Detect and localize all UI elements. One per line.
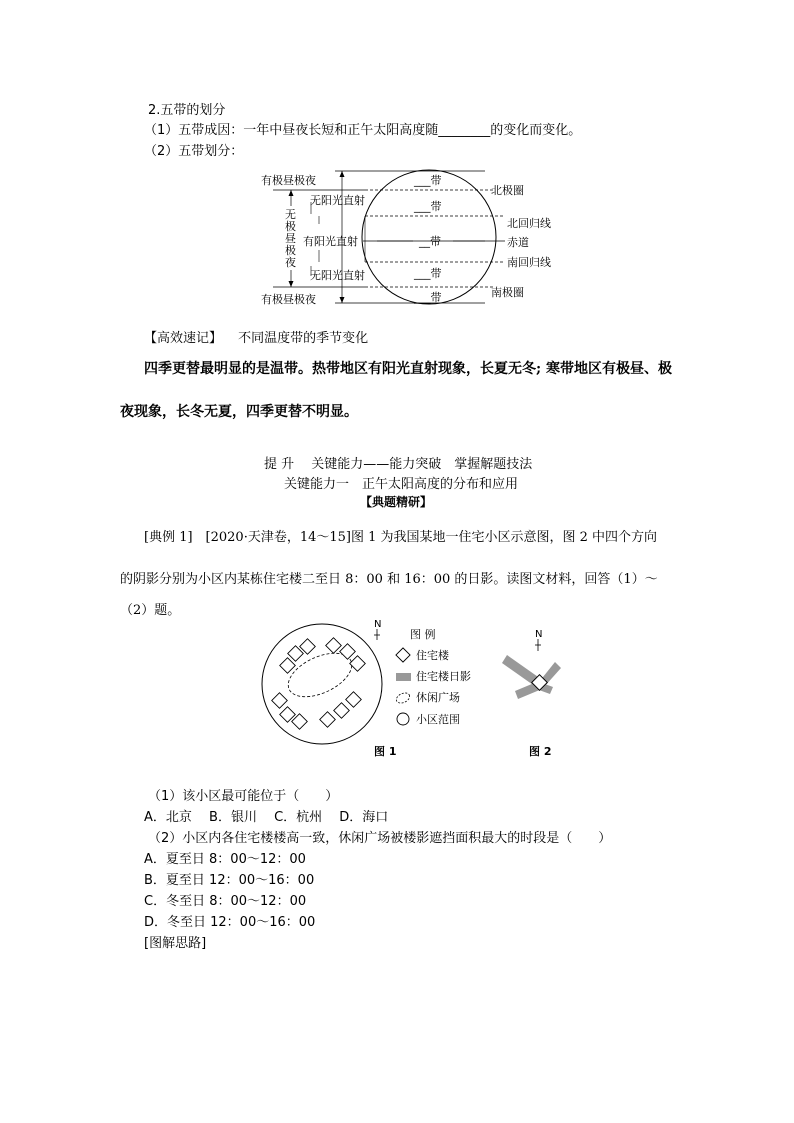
q2-stem: （2）小区内各住宅楼楼高一致，休闲广场被楼影遮挡面积最大的时段是（ ）	[148, 831, 612, 846]
improve-header: 提 升 关键能力——能力突破 掌握解题技法	[264, 457, 533, 472]
legend-shadow: 住宅楼日影	[416, 670, 471, 683]
zone-tropical: __带	[419, 235, 441, 248]
label-tropic-capricorn: 南回归线	[507, 256, 551, 269]
zone-north-frigid: ___带	[414, 174, 442, 187]
label-mid-sun: 有阳光直射	[303, 235, 358, 248]
label-tropic-cancer: 北回归线	[507, 217, 551, 230]
fig1-legend-title: 图 例	[410, 628, 436, 641]
five-zones-diagram	[255, 166, 575, 312]
memo-title: 不同温度带的季节变化	[238, 331, 369, 346]
legend-building: 住宅楼	[416, 649, 449, 662]
legend-plaza: 休闲广场	[416, 691, 460, 704]
zone-south-temperate: ___带	[414, 267, 442, 280]
q2-option-d: D．冬至日 12：00～16：00	[144, 915, 316, 930]
legend-shadow-icon	[396, 673, 411, 681]
memo-line-2: 夜现象，长冬无夏，四季更替不明显。	[120, 404, 358, 420]
label-equator: 赤道	[507, 236, 529, 249]
thinking-label: [图解思路]	[144, 936, 207, 951]
figure-2	[495, 625, 575, 760]
zone-north-temperate: ___带	[414, 200, 442, 213]
legend-boundary: 小区范围	[416, 713, 460, 726]
fig1-north: N	[374, 619, 382, 630]
memo-heading	[144, 327, 368, 346]
vchar-4: 夜	[285, 256, 296, 269]
vchar-0: 无	[285, 208, 296, 221]
vchar-1: 极	[285, 220, 296, 233]
zone-south-frigid: ___带	[414, 291, 442, 304]
label-arctic-circle: 北极圈	[491, 184, 524, 197]
complex-boundary	[262, 624, 382, 744]
question-division: （2）五带划分：	[144, 144, 244, 159]
q1-options: A．北京 B．银川 C．杭州 D．海口	[144, 810, 389, 825]
label-antarctic-circle: 南极圈	[491, 286, 524, 299]
label-bottom-polar: 有极昼极夜	[261, 293, 316, 306]
label-lower-no-sun: 无阳光直射	[310, 269, 365, 282]
vchar-2: 昼	[285, 232, 296, 245]
figure-1	[260, 618, 500, 763]
example-line-1: [典例 1] [2020·天津卷，14～15]图 1 为我国某地一住宅小区示意图，图 2 中四个方向	[144, 530, 658, 545]
legend-boundary-icon	[397, 713, 409, 725]
improve-tag: 【典题精研】	[360, 495, 433, 509]
example-line-3: （2）题。	[120, 603, 181, 618]
q1-stem: （1）该小区最可能位于（ ）	[148, 789, 339, 804]
legend-building-icon	[396, 648, 410, 662]
legend-plaza-icon	[395, 691, 411, 705]
label-upper-no-sun: 无阳光直射	[310, 194, 365, 207]
memo-label: 【高效速记】	[144, 331, 223, 346]
q2-option-c: C．冬至日 8：00～12：00	[144, 894, 307, 909]
fig2-north: N	[535, 629, 543, 640]
improve-subheader: 关键能力一 正午太阳高度的分布和应用	[284, 477, 519, 492]
q2-option-b: B．夏至日 12：00～16：00	[144, 873, 315, 888]
vchar-3: 极	[285, 244, 296, 257]
q2-option-a: A．夏至日 8：00～12：00	[144, 852, 306, 867]
question-cause: （1）五带成因：一年中昼夜长短和正午太阳高度随________的变化而变化。	[144, 123, 582, 138]
memo-line-1: 四季更替最明显的是温带。热带地区有阳光直射现象，长夏无冬; 寒带地区有极昼、极	[144, 361, 673, 377]
label-top-polar: 有极昼极夜	[261, 174, 316, 187]
fig1-caption: 图 1	[374, 745, 397, 758]
fig2-caption: 图 2	[529, 745, 552, 758]
section-heading: 2.五带的划分	[148, 103, 226, 118]
example-line-2: 的阴影分别为小区内某栋住宅楼二至日 8：00 和 16：00 的日影。读图文材料，回答（1）～	[120, 572, 658, 587]
